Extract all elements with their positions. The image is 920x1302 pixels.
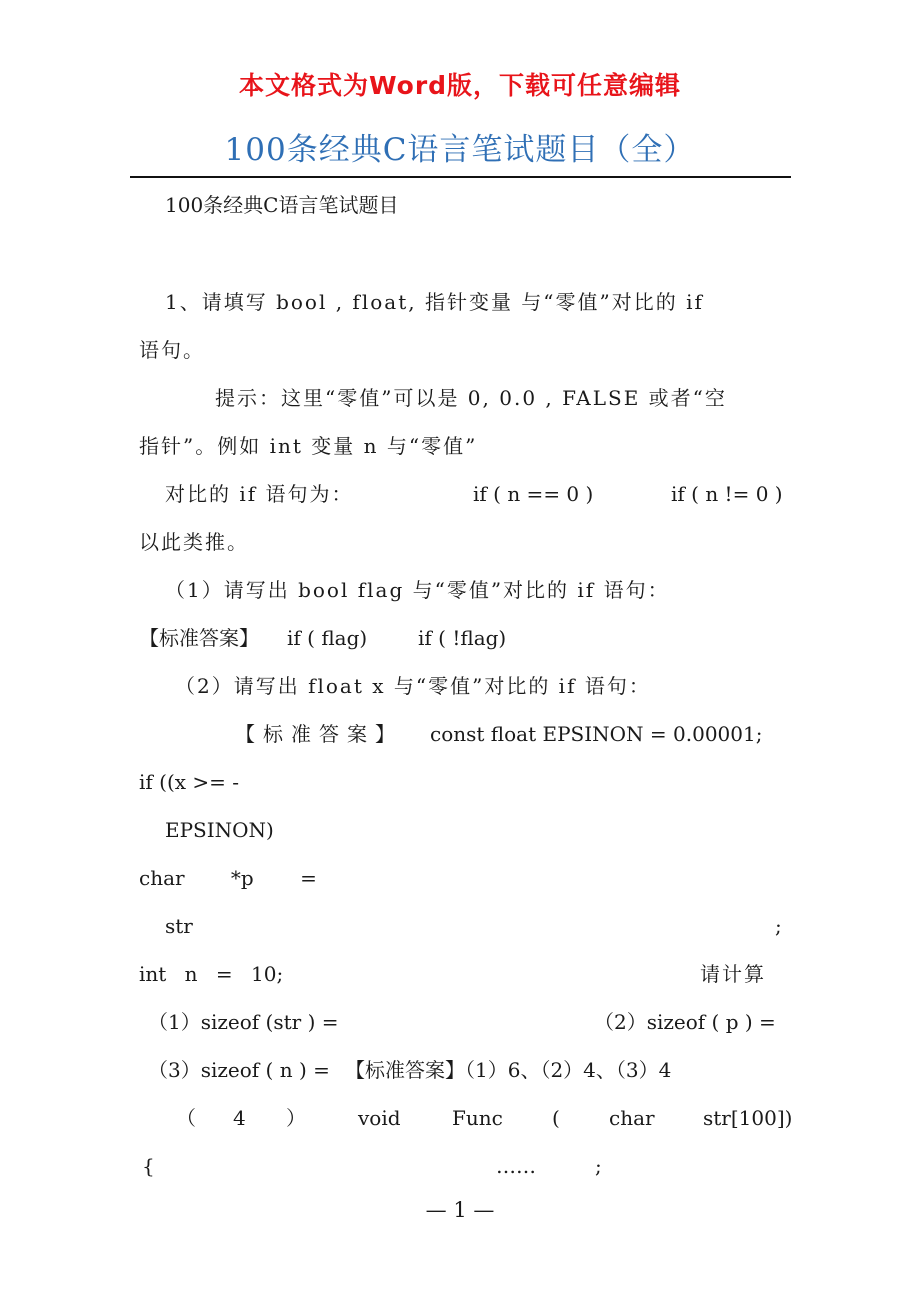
q1-sub1-answer-code1: if ( flag) <box>287 626 368 650</box>
q2-item2: （2）sizeof ( p ) = <box>594 1010 776 1034</box>
q1-sub2-answer-code: const float EPSINON = 0.00001; <box>430 722 763 746</box>
q1-hint-line1: 提示：这里“零值”可以是 0, 0.0 , FALSE 或者“空 <box>215 386 727 410</box>
q2-item3: （3）sizeof ( n ) = <box>148 1058 330 1082</box>
q1-sub1-question: （1）请写出 bool flag 与“零值”对比的 if 语句： <box>165 578 670 602</box>
q1-sub2-code-line3: EPSINON) <box>165 818 274 842</box>
q2-item1: （1）sizeof (str ) = <box>148 1010 339 1034</box>
q4-paren-open: （ <box>176 1106 196 1130</box>
format-notice: 本文格式为Word版，下载可任意编辑 <box>238 71 682 100</box>
q2-answer: 【标准答案】（1）6、（2）4、（3）4 <box>345 1058 672 1082</box>
q1-text-cont: 语句。 <box>139 338 205 362</box>
q2-code-line2-left: str <box>165 914 193 938</box>
q4-char: char <box>609 1106 655 1130</box>
document-title: 100条经典C语言笔试题目（全） <box>224 132 696 168</box>
q1-compare-label: 对比的 if 语句为： <box>165 482 354 506</box>
q2-code-line2-right: ; <box>775 914 782 938</box>
subtitle: 100条经典C语言笔试题目 <box>165 193 399 217</box>
q4-brace: { <box>142 1154 155 1178</box>
q4-lparen: ( <box>552 1106 560 1130</box>
q2-compute-label: 请计算 <box>700 962 766 986</box>
q2-code-line3: int n = 10; <box>139 962 284 986</box>
q1-sub1-answer-label: 【标准答案】 <box>139 626 259 650</box>
q1-sub2-question: （2）请写出 float x 与“零值”对比的 if 语句： <box>175 674 651 698</box>
q2-code-line1: char *p = <box>139 866 317 890</box>
q1-analogy: 以此类推。 <box>139 530 249 554</box>
q4-param: str[100]) <box>703 1106 793 1130</box>
q1-compare-code2: if ( n != 0 ) <box>671 482 783 506</box>
q4-func: Func <box>452 1106 503 1130</box>
q4-void: void <box>358 1106 401 1130</box>
q1-hint-line2: 指针”。例如 int 变量 n 与“零值” <box>139 434 478 458</box>
title-divider <box>130 176 791 178</box>
q1-sub1-answer-code2: if ( !flag) <box>418 626 507 650</box>
q1-text: 1、请填写 bool , float, 指针变量 与“零值”对比的 if <box>165 290 704 314</box>
q4-paren-close: ） <box>286 1106 306 1130</box>
q4-number: 4 <box>233 1106 246 1130</box>
q4-semicolon: ; <box>595 1154 602 1178</box>
q4-ellipsis: …… <box>496 1154 536 1178</box>
q1-compare-code1: if ( n == 0 ) <box>473 482 594 506</box>
q1-sub2-answer-label: 【标准答案】 <box>235 722 403 746</box>
q1-sub2-code-line2: if ((x >= - <box>139 770 240 794</box>
page-number: — 1 — <box>425 1198 495 1222</box>
